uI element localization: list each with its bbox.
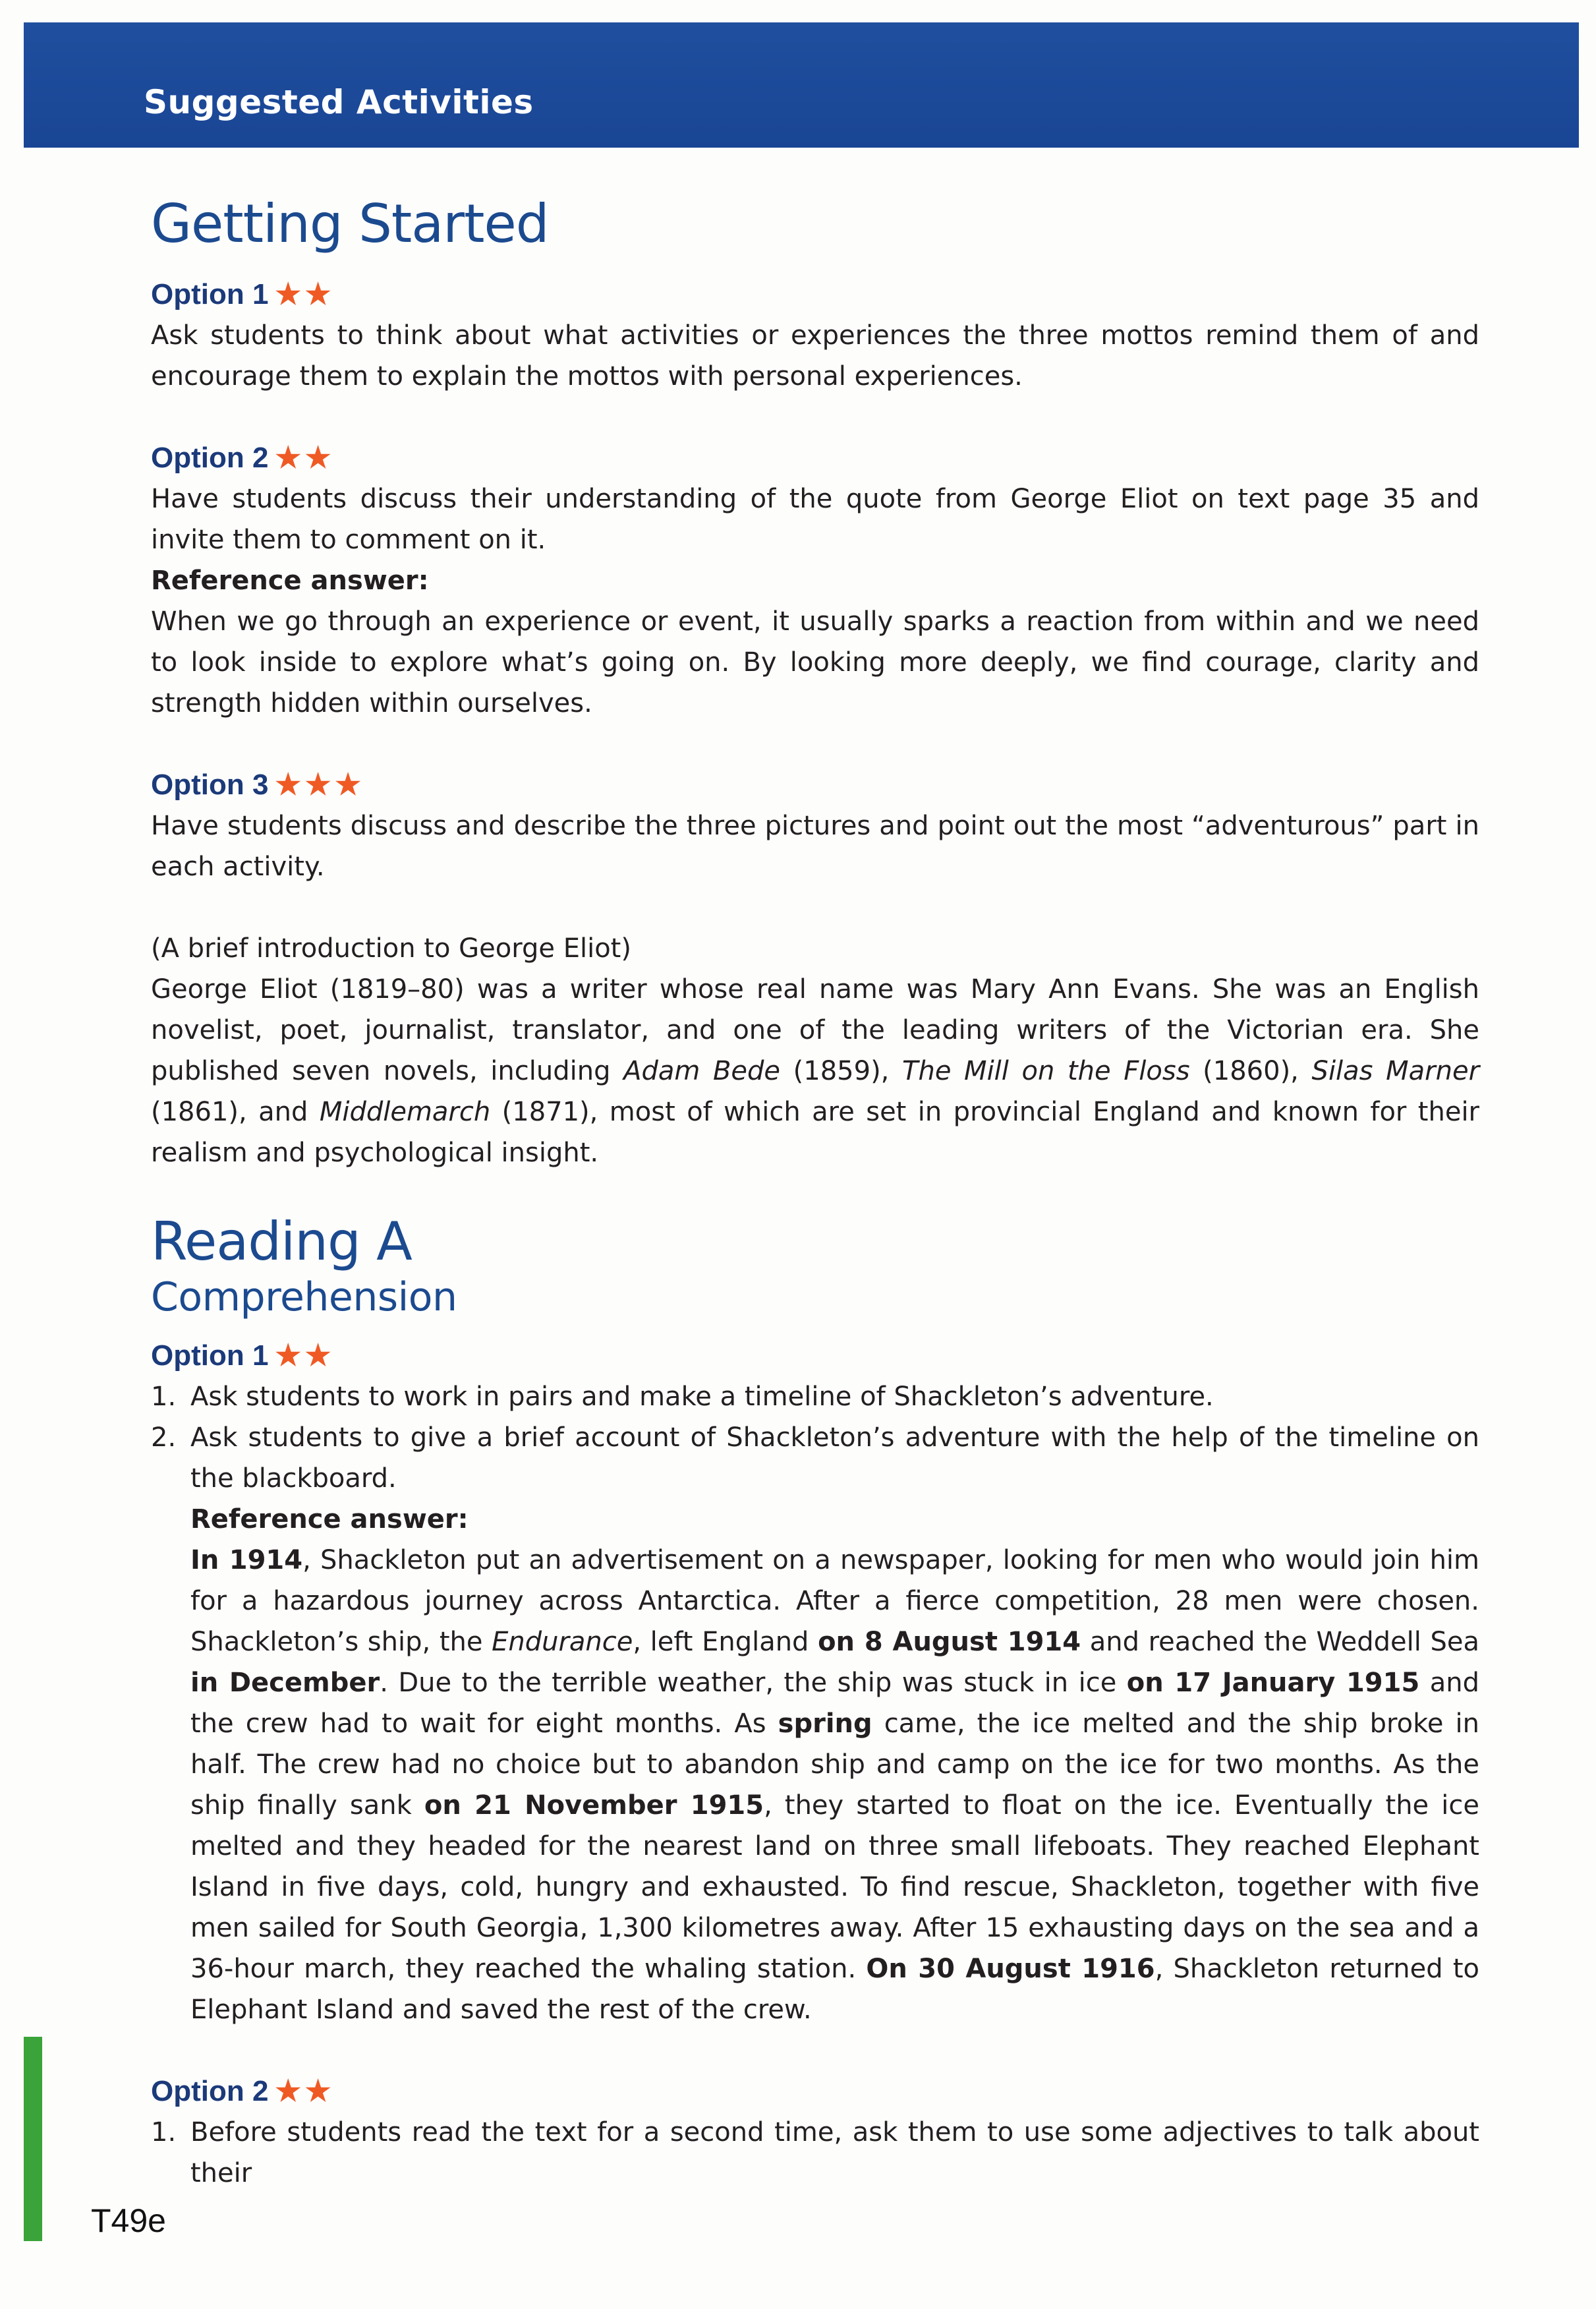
difficulty-stars-icon: ★★ — [275, 442, 335, 474]
getting-started-option-3 — [151, 765, 1479, 887]
list-item: 1. Ask students to work in pairs and make a timeline of Shackleton’s adventure. — [151, 1382, 1214, 1412]
page-content — [151, 193, 1480, 2194]
reference-answer-text: In 1914, Shackleton put an advertisement on a newspaper, looking for men who would join him for a hazardous journey across Antarctica. After a fierce competition, 28 men were chosen. Shackleton’s ship, the Endurance, left England on 8 August 1914 and reached the Weddell Sea in December. Due to the terrible weather, the ship was stuck in ice on 17 January 1915 and the crew had to wait for eight months. As spring came, the ice melted and the ship broke in half. The crew had no choice but to abandon ship and camp on the ice for two months. As the ship finally sank on 21 November 1915, they started to float on the ice. Eventually the ice melted and they headed for the nearest land on three small lifeboats. They reached Elephant Island in five days, cold, hungry and exhausted. To find rescue, Shackleton, together with five men sailed for South Georgia, 1,300 kilometres away. After 15 exhausting days on the sea and a 36-hour march, they reached the whaling station. On 30 August 1916, Shackleton returned to Elephant Island and saved the rest of the crew. — [190, 1545, 1480, 2025]
reading-a-option-1 — [151, 1335, 1479, 2030]
option-label: Option 1 — [151, 278, 269, 310]
reference-answer-label: Reference answer: — [190, 1504, 469, 1534]
george-eliot-intro — [151, 928, 1479, 1173]
difficulty-stars-icon: ★★★ — [275, 769, 365, 801]
option-label: Option 3 — [151, 769, 269, 801]
book-title: Middlemarch — [319, 1097, 491, 1127]
list-item: 1. Before students read the text for a second time, ask them to use some adjectives to talk about their — [151, 2117, 1479, 2188]
steps-list — [151, 1376, 1479, 2030]
option-label: Option 2 — [151, 2075, 269, 2107]
intro-paragraph: George Eliot (1819–80) was a writer whose real name was Mary Ann Evans. She was an English novelist, poet, journalist, translator, and one of the leading writers of the Victorian era. She published seven novels, including Adam Bede (1859), The Mill on the Floss (1860), Silas Marner (1861), and Middlemarch (1871), most of which are set in provincial England and known for their realism and psychological insight. — [151, 974, 1480, 1168]
reference-answer-text: When we go through an experience or event, it usually sparks a reaction from within and we need to look inside to explore what’s going on. By looking more deeply, we find courage, clarity and strength hidden within ourselves. — [151, 606, 1479, 718]
section-header-title: Suggested Activities — [144, 83, 534, 121]
getting-started-heading: Getting Started — [151, 193, 549, 254]
list-item: 2. Ask students to give a brief account of Shackleton’s adventure with the help of the timeline on the blackboard. Reference answer: In 1914, Shackleton put an advertisement on a newspaper, looking for men who would join him for a hazardous journey across Antarctica. After a fierce competition, 28 men were chosen. Shackleton’s ship, the Endurance, left England on 8 August 1914 and reached the Weddell Sea in December. Due to the terrible weather, the ship was stuck in ice on 17 January 1915 and the crew had to wait for eight months. As spring came, the ice melted and the ship broke in half. The crew had no choice but to abandon ship and camp on the ice for two months. As the ship finally sank on 21 November 1915, they started to float on the ice. Eventually the ice melted and they headed for the nearest land on three small lifeboats. They reached Elephant Island in five days, cold, hungry and exhausted. To find rescue, Shackleton, together with five men sailed for South Georgia, 1,300 kilometres away. After 15 exhausting days on the sea and a 36-hour march, they reached the whaling station. On 30 August 1916, Shackleton returned to Elephant Island and saved the rest of the crew. — [151, 1417, 1479, 2030]
option-label: Option 1 — [151, 1339, 269, 1372]
page-number: T49e — [91, 2202, 166, 2239]
book-title: The Mill on the Floss — [902, 1056, 1190, 1086]
book-title: Adam Bede — [623, 1056, 781, 1086]
option-text: Have students discuss and describe the three pictures and point out the most “adventurous” part in each activity. — [151, 811, 1479, 882]
difficulty-stars-icon: ★★ — [275, 1339, 335, 1372]
comprehension-subheading: Comprehension — [151, 1274, 457, 1320]
option-text: Have students discuss their understanding of the quote from George Eliot on text page 35 and invite them to comment on it. — [151, 484, 1479, 555]
reading-a-heading: Reading A — [151, 1211, 412, 1272]
option-label: Option 2 — [151, 442, 269, 474]
difficulty-stars-icon: ★★ — [275, 278, 335, 310]
getting-started-option-1 — [151, 274, 1479, 397]
intro-heading: (A brief introduction to George Eliot) — [151, 933, 631, 964]
book-title: Silas Marner — [1311, 1056, 1480, 1086]
steps-list — [151, 2112, 1479, 2194]
option-text: Ask students to think about what activities or experiences the three mottos remind them of and encourage them to explain the mottos with personal experiences. — [151, 320, 1479, 392]
reference-answer-label: Reference answer: — [151, 566, 429, 596]
difficulty-stars-icon: ★★ — [275, 2075, 335, 2107]
getting-started-option-2 — [151, 438, 1479, 724]
page-edge-bar — [24, 2037, 42, 2241]
reading-a-option-2 — [151, 2071, 1479, 2194]
